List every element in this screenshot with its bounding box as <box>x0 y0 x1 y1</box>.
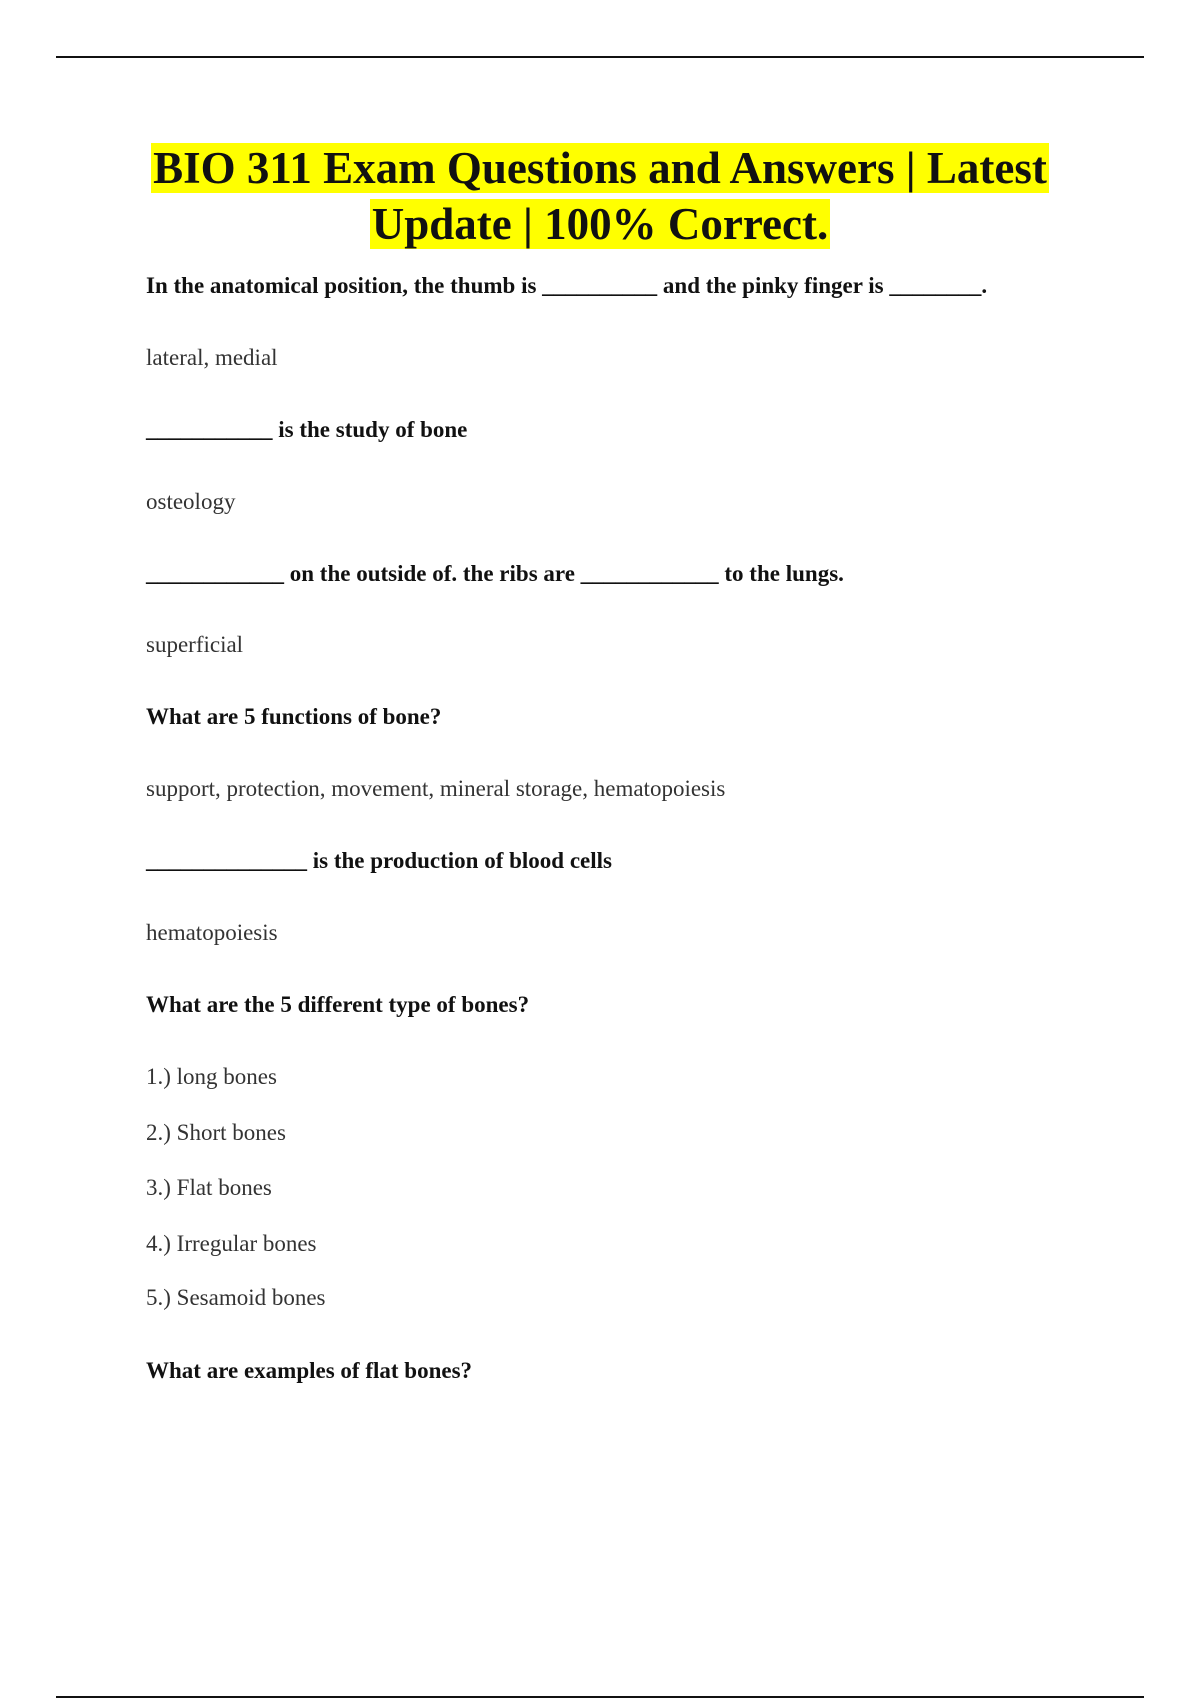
answer-6-item-2: 2.) Short bones <box>146 1120 286 1145</box>
title-line-1: BIO 311 Exam Questions and Answers | Latest <box>153 143 1047 193</box>
header-rule <box>56 56 1144 58</box>
question-2: ___________ is the study of bone <box>146 417 468 442</box>
answer-4: support, protection, movement, mineral storage, hematopoiesis <box>146 776 726 801</box>
question-3: ____________ on the outside of. the ribs are ____________ to the lungs. <box>146 561 844 586</box>
question-7: What are examples of flat bones? <box>146 1358 473 1383</box>
answer-6-item-1: 1.) long bones <box>146 1064 277 1089</box>
question-5: ______________ is the production of blood cells <box>146 848 612 873</box>
answer-1: lateral, medial <box>146 345 278 370</box>
answer-6-item-4: 4.) Irregular bones <box>146 1231 317 1256</box>
question-6: What are the 5 different type of bones? <box>146 992 530 1017</box>
footer-rule <box>56 1696 1144 1698</box>
answer-5: hematopoiesis <box>146 920 278 945</box>
answer-6-item-5: 5.) Sesamoid bones <box>146 1285 326 1310</box>
answer-3: superficial <box>146 632 244 657</box>
answer-6-item-3: 3.) Flat bones <box>146 1175 272 1200</box>
document-title <box>60 140 1140 252</box>
question-1: In the anatomical position, the thumb is __________ and the pinky finger is ________. <box>146 273 988 298</box>
answer-2: osteology <box>146 489 236 514</box>
title-line-2: Update | 100% Correct. <box>371 199 829 249</box>
question-4: What are 5 functions of bone? <box>146 704 442 729</box>
